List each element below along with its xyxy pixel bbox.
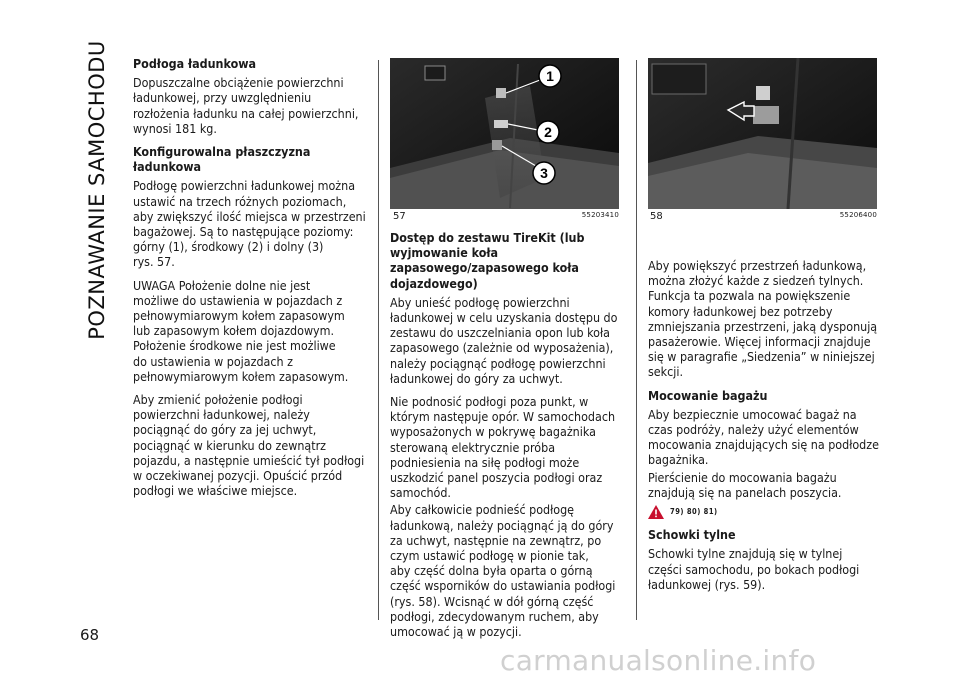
figure-58-caption bbox=[650, 211, 877, 222]
heading-rear-storage: Schowki tylne bbox=[648, 527, 736, 543]
paragraph: Aby powiększyć przestrzeń ładunkową, można złożyć każde z siedzeń tylnych. Funkcja ta pozwala na powiększenie komory ładunkowej bez potrzeby zmniejszania przestrzeni, jaką dysponują pasażerowie. Więcej informacji znajduje się w paragrafie „Siedzenia” w niniejszej sekcji. bbox=[648, 258, 878, 380]
page-number: 68 bbox=[80, 626, 100, 644]
figure-58-photo bbox=[648, 58, 877, 209]
paragraph: Aby zmienić położenie podłogi powierzchni ładunkowej, należy pociągnąć do góry za jej uchwyt, pociągnąć w kierunku do zewnątrz pojazdu, a następnie umieścić tył podłogi w oczekiwanej pozycji. Opuścić przód podłogi we właściwe miejsce. bbox=[133, 392, 365, 499]
callout-2 bbox=[537, 121, 559, 143]
svg-text:1: 1 bbox=[546, 68, 554, 84]
figure-number: 57 bbox=[393, 211, 406, 222]
column-divider bbox=[378, 60, 379, 620]
warning-refs: 79) 80) 81) bbox=[670, 507, 718, 517]
paragraph: Dopuszczalne obciążenie powierzchni ładunkowej, przy uwzględnieniu rozłożenia ładunku na całej powierzchni, wynosi 181 kg. bbox=[133, 75, 359, 136]
text-column-1 bbox=[133, 56, 375, 506]
paragraph: Aby bezpiecznie umocować bagaż na czas podróży, należy użyć elementów mocowania znajdujących się na podłodze bagażnika. bbox=[648, 406, 879, 468]
watermark: carmanualsonline.info bbox=[500, 644, 817, 677]
text-column-3 bbox=[648, 258, 880, 600]
figure-57-caption bbox=[393, 211, 619, 222]
callout-3 bbox=[533, 162, 555, 184]
callout-1 bbox=[539, 65, 561, 87]
figure-code: 55206400 bbox=[839, 211, 877, 219]
warning-reference bbox=[648, 504, 880, 519]
section-title-vertical: POZNAWANIE SAMOCHODU bbox=[85, 40, 109, 340]
svg-text:3: 3 bbox=[540, 165, 548, 181]
paragraph: Podłogę powierzchni ładunkowej można ustawić na trzech różnych poziomach, aby zwiększyć ilość miejsca w przestrzeni bagażowej. Są to następujące poziomy: górny (1), środkowy (2) i dolny (3) rys. 57. bbox=[133, 178, 366, 270]
trunk-floor-upright-illustration bbox=[648, 58, 877, 209]
heading-luggage-fastening: Mocowanie bagażu bbox=[648, 387, 768, 403]
paragraph: Pierścienie do mocowania bagażu znajdują się na panelach poszycia. bbox=[648, 469, 842, 500]
note-paragraph: UWAGA Położenie dolne nie jest możliwe do ustawienia w pojazdach z pełnowymiarowym kołem zapasowym lub zapasowym kołem dojazdowym. Położenie środkowe nie jest możliwe do ustawienia w pojazdach z pełnowymiarowym kołem zapasowym. bbox=[133, 277, 349, 384]
column-divider bbox=[636, 60, 637, 620]
figure-number: 58 bbox=[650, 211, 663, 222]
paragraph: Aby całkowicie podnieść podłogę ładunkową, należy pociągnąć ją do góry za uchwyt, następnie na zewnątrz, po czym ustawić podłogę w pionie tak, aby część dolna była oparta o górną część wsporników do ustawiania podłogi (rys. 58). Wcisnąć w dół górną część podłogi, zdecydowanym ruchem, aby umocować ją w pozycji. bbox=[390, 502, 616, 640]
trunk-floor-levels-illustration bbox=[390, 58, 619, 209]
paragraph: Nie podnosić podłogi poza punkt, w którym następuje opór. W samochodach wyposażonych w pokrywę bagażnika sterowaną elektrycznie próba podniesienia na siłę podłogi może uszkodzić panel poszycia podłogi oraz samochód. bbox=[390, 394, 616, 501]
paragraph: Schowki tylne znajdują się w tylnej części samochodu, po bokach podłogi ładunkowej (rys. 59). bbox=[648, 546, 860, 592]
heading-tirekit-access: Dostęp do zestawu TireKit (lub wyjmowanie koła zapasowego/zapasowego koła dojazdowego) bbox=[390, 230, 585, 291]
svg-text:2: 2 bbox=[544, 124, 552, 140]
heading-configurable-floor: Konfigurowalna płaszczyzna ładunkowa bbox=[133, 144, 311, 175]
heading-cargo-floor: Podłoga ładunkowa bbox=[133, 56, 257, 71]
paragraph: Aby unieść podłogę powierzchni ładunkowej w celu uzyskania dostępu do zestawu do uszczelniania opon lub koła zapasowego (zależnie od wyposażenia), należy pociągnąć podłogę powierzchni ładunkowej do góry za uchwyt. bbox=[390, 294, 618, 386]
figure-code: 55203410 bbox=[581, 211, 619, 219]
text-column-2 bbox=[390, 230, 620, 647]
figure-57-photo bbox=[390, 58, 619, 209]
warning-triangle-icon bbox=[648, 505, 664, 519]
